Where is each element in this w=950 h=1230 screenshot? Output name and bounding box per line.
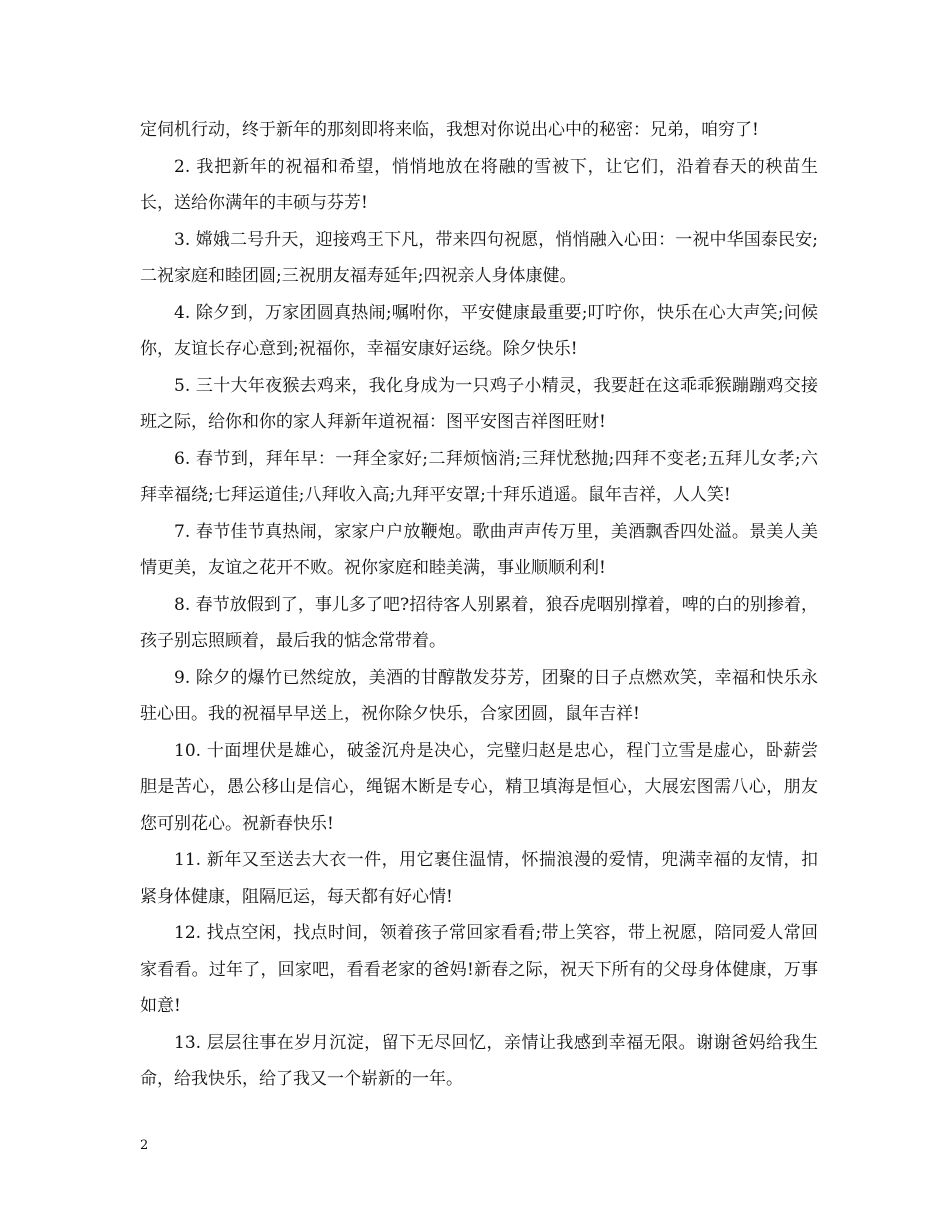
paragraph-item-2: 2. 我把新年的祝福和希望，悄悄地放在将融的雪被下，让它们，沿着春天的秧苗生长，送给你满年的丰硕与芬芳! [140, 156, 818, 213]
paragraph-item-6: 6. 春节到，拜年早：一拜全家好;二拜烦恼消;三拜忧愁抛;四拜不变老;五拜儿女孝;六拜幸福绕;七拜运道佳;八拜收入高;九拜平安罩;十拜乐逍遥。鼠年吉祥，人人笑! [140, 448, 818, 505]
paragraph-item-5: 5. 三十大年夜猴去鸡来，我化身成为一只鸡子小精灵，我要赶在这乖乖猴蹦蹦鸡交接班之际，给你和你的家人拜新年道祝福：图平安图吉祥图旺财! [140, 375, 818, 432]
paragraph-item-7: 7. 春节佳节真热闹，家家户户放鞭炮。歌曲声声传万里，美酒飘香四处溢。景美人美情更美，友谊之花开不败。祝你家庭和睦美满，事业顺顺利利! [140, 521, 818, 578]
document-body [140, 112, 818, 1098]
page-number: 2 [140, 1138, 149, 1153]
paragraph-item-8: 8. 春节放假到了，事儿多了吧?招待客人别累着，狼吞虎咽别撑着，啤的白的别掺着，孩子别忘照顾着，最后我的惦念常带着。 [140, 594, 818, 651]
paragraph-item-4: 4. 除夕到，万家团圆真热闹;嘱咐你，平安健康最重要;叮咛你，快乐在心大声笑;问候你，友谊长存心意到;祝福你，幸福安康好运绕。除夕快乐! [140, 302, 818, 359]
paragraph-item-9: 9. 除夕的爆竹已然绽放，美酒的甘醇散发芬芳，团聚的日子点燃欢笑，幸福和快乐永驻心田。我的祝福早早送上，祝你除夕快乐，合家团圆，鼠年吉祥! [140, 667, 818, 724]
paragraph-item-11: 11. 新年又至送去大衣一件，用它裹住温情，怀揣浪漫的爱情，兜满幸福的友情，扣紧身体健康，阻隔厄运，每天都有好心情! [140, 850, 818, 907]
paragraph-item-12: 12. 找点空闲，找点时间，领着孩子常回家看看;带上笑容，带上祝愿，陪同爱人常回家看看。过年了，回家吧，看看老家的爸妈!新春之际，祝天下所有的父母身体健康，万事如意! [140, 923, 818, 1016]
paragraph-continuation: 定伺机行动，终于新年的那刻即将来临，我想对你说出心中的秘密：兄弟，咱穷了! [140, 120, 759, 140]
paragraph-item-10: 10. 十面埋伏是雄心，破釜沉舟是决心，完璧归赵是忠心，程门立雪是虚心，卧薪尝胆是苦心，愚公移山是信心，绳锯木断是专心，精卫填海是恒心，大展宏图需八心，朋友您可别花心。祝新春快乐! [140, 740, 818, 834]
paragraph-item-3: 3. 嫦娥二号升天，迎接鸡王下凡，带来四句祝愿，悄悄融入心田：一祝中华国泰民安;二祝家庭和睦团圆;三祝朋友福寿延年;四祝亲人身体康健。 [140, 229, 818, 286]
paragraph-item-13: 13. 层层往事在岁月沉淀，留下无尽回忆，亲情让我感到幸福无限。谢谢爸妈给我生命，给我快乐，给了我又一个崭新的一年。 [140, 1032, 818, 1089]
